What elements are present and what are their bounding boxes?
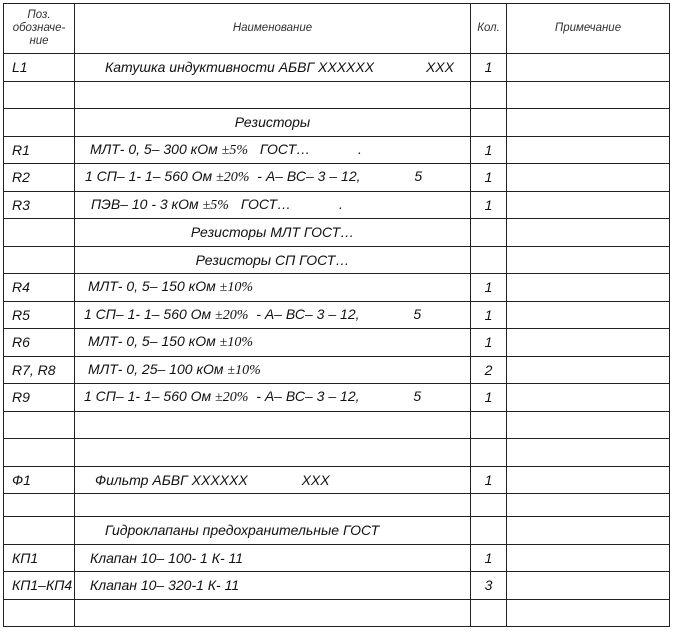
- table-row: [4, 219, 670, 247]
- header-qty: Кол.: [471, 4, 507, 54]
- cell-note: [507, 517, 670, 545]
- cell-qty: 1: [471, 544, 507, 572]
- name-text: Клапан 10– 320-1 К- 11: [90, 577, 240, 594]
- cell-note: [507, 246, 670, 274]
- cell-position: [4, 411, 75, 439]
- name-text: Фильтр АБВГ XXXXXX: [95, 471, 248, 488]
- cell-qty: [471, 246, 507, 274]
- name-part-a: МЛТ- 0, 25– 100 кОм: [88, 360, 224, 377]
- section-heading: Резисторы МЛТ ГОСТ…: [75, 219, 471, 247]
- name-tolerance: ±10%: [219, 335, 253, 351]
- cell-qty: 1: [471, 54, 507, 82]
- cell-name: [75, 439, 471, 467]
- cell-note: [507, 191, 670, 219]
- table-row: [4, 384, 670, 412]
- table-row: [4, 517, 670, 545]
- table-row: [4, 164, 670, 192]
- cell-name: [75, 301, 471, 329]
- cell-note: [507, 274, 670, 302]
- cell-qty: [471, 411, 507, 439]
- cell-name: [75, 54, 471, 82]
- table-row: [4, 411, 670, 439]
- cell-note: [507, 54, 670, 82]
- name-part-a: МЛТ- 0, 5– 300 кОм: [90, 140, 218, 157]
- name-part-c: - А– ВС– 3 – 12,: [256, 305, 360, 322]
- cell-name: [75, 356, 471, 384]
- name-part-c: - А– ВС– 3 – 12,: [256, 388, 360, 405]
- cell-qty: 1: [471, 191, 507, 219]
- cell-note: [507, 164, 670, 192]
- section-heading: [75, 517, 471, 545]
- cell-name: [75, 384, 471, 412]
- cell-position: [4, 109, 75, 137]
- cell-position: [4, 81, 75, 109]
- cell-position: R5: [4, 301, 75, 329]
- cell-qty: 2: [471, 356, 507, 384]
- cell-name: [75, 274, 471, 302]
- cell-note: [507, 109, 670, 137]
- cell-name: [75, 544, 471, 572]
- cell-note: [507, 81, 670, 109]
- cell-position: R7, R8: [4, 356, 75, 384]
- cell-note: [507, 544, 670, 572]
- header-note: Примечание: [507, 4, 670, 54]
- cell-note: [507, 466, 670, 494]
- name-part-a: 1 СП– 1- 1– 560 Ом: [84, 388, 212, 405]
- cell-qty: 1: [471, 466, 507, 494]
- cell-name: [75, 191, 471, 219]
- table-row: [4, 329, 670, 357]
- cell-position: L1: [4, 54, 75, 82]
- cell-position: [4, 494, 75, 517]
- cell-qty: 1: [471, 136, 507, 164]
- table-row: [4, 191, 670, 219]
- name-suffix: XXX: [301, 471, 330, 488]
- cell-qty: 1: [471, 301, 507, 329]
- table-row: [4, 599, 670, 627]
- name-part-a: 1 СП– 1- 1– 560 Ом: [85, 168, 213, 185]
- cell-qty: 1: [471, 164, 507, 192]
- header-pos-line3: ние: [29, 35, 49, 47]
- cell-qty: [471, 219, 507, 247]
- table-row: [4, 246, 670, 274]
- cell-name: [75, 599, 471, 627]
- header-pos-line1: Поз.: [27, 9, 51, 21]
- cell-qty: 1: [471, 329, 507, 357]
- cell-name: [75, 466, 471, 494]
- cell-qty: 3: [471, 572, 507, 600]
- cell-position: [4, 219, 75, 247]
- cell-position: R3: [4, 191, 75, 219]
- cell-note: [507, 301, 670, 329]
- table-row: [4, 356, 670, 384]
- cell-position: [4, 599, 75, 627]
- table-row: [4, 494, 670, 517]
- cell-name: [75, 329, 471, 357]
- name-part-a: МЛТ- 0, 5– 150 кОм: [88, 333, 216, 350]
- header-name: Наименование: [75, 4, 471, 54]
- cell-name: [75, 411, 471, 439]
- table-row: [4, 544, 670, 572]
- cell-position: Ф1: [4, 466, 75, 494]
- specification-table: [3, 3, 670, 627]
- cell-name: [75, 136, 471, 164]
- cell-position: КП1: [4, 544, 75, 572]
- cell-qty: [471, 81, 507, 109]
- cell-qty: 1: [471, 384, 507, 412]
- name-part-d: .: [358, 140, 362, 157]
- cell-note: [507, 494, 670, 517]
- name-tolerance: ±10%: [219, 280, 253, 296]
- name-text: Клапан 10– 100- 1 К- 11: [90, 549, 244, 566]
- cell-position: КП1–КП4: [4, 572, 75, 600]
- name-part-d: .: [338, 195, 343, 212]
- cell-qty: [471, 599, 507, 627]
- cell-note: [507, 599, 670, 627]
- cell-name: [75, 494, 471, 517]
- cell-qty: [471, 517, 507, 545]
- name-part-d: 5: [414, 168, 423, 185]
- header-position: [4, 4, 75, 54]
- section-heading: Резисторы: [75, 109, 471, 137]
- name-part-a: ПЭВ– 10 - 3 кОм: [91, 195, 199, 212]
- table-row: [4, 572, 670, 600]
- cell-name: [75, 164, 471, 192]
- cell-qty: 1: [471, 274, 507, 302]
- cell-name: [75, 572, 471, 600]
- section-heading-text: Гидроклапаны предохранительные ГОСТ: [105, 522, 380, 539]
- cell-qty: [471, 109, 507, 137]
- cell-position: [4, 246, 75, 274]
- cell-position: R9: [4, 384, 75, 412]
- cell-note: [507, 411, 670, 439]
- name-part-a: МЛТ- 0, 5– 150 кОм: [88, 278, 216, 295]
- cell-note: [507, 384, 670, 412]
- cell-qty: [471, 439, 507, 467]
- table-row: [4, 54, 670, 82]
- table-row: [4, 109, 670, 137]
- table-row: [4, 136, 670, 164]
- name-tolerance: ±10%: [227, 362, 261, 378]
- cell-note: [507, 329, 670, 357]
- name-suffix: XXX: [425, 59, 454, 76]
- table-row: [4, 81, 670, 109]
- cell-position: R2: [4, 164, 75, 192]
- table-row: [4, 439, 670, 467]
- cell-position: R6: [4, 329, 75, 357]
- name-tolerance: ±20%: [216, 170, 250, 186]
- cell-note: [507, 439, 670, 467]
- name-part-a: 1 СП– 1- 1– 560 Ом: [84, 305, 212, 322]
- name-part-c: ГОСТ…: [259, 140, 311, 157]
- cell-name: [75, 81, 471, 109]
- name-part-d: 5: [413, 388, 422, 405]
- table-row: [4, 466, 670, 494]
- header-row: [4, 4, 670, 54]
- cell-note: [507, 219, 670, 247]
- table-row: [4, 274, 670, 302]
- header-pos-line2: обозначе-: [12, 22, 66, 34]
- cell-note: [507, 572, 670, 600]
- name-tolerance: ±20%: [215, 390, 249, 406]
- cell-note: [507, 136, 670, 164]
- name-tolerance: ±5%: [202, 197, 229, 213]
- cell-qty: [471, 494, 507, 517]
- cell-position: R4: [4, 274, 75, 302]
- name-tolerance: ±5%: [221, 142, 248, 158]
- specification-sheet: [3, 3, 667, 632]
- table-row: [4, 301, 670, 329]
- name-part-c: ГОСТ…: [240, 195, 292, 212]
- cell-position: [4, 517, 75, 545]
- name-text: Катушка индуктивности АБВГ XXXXXX: [105, 59, 375, 76]
- cell-position: R1: [4, 136, 75, 164]
- cell-note: [507, 356, 670, 384]
- name-tolerance: ±20%: [215, 307, 249, 323]
- name-part-d: 5: [413, 305, 422, 322]
- name-part-c: - А– ВС– 3 – 12,: [257, 168, 361, 185]
- cell-position: [4, 439, 75, 467]
- section-heading: Резисторы СП ГОСТ…: [75, 246, 471, 274]
